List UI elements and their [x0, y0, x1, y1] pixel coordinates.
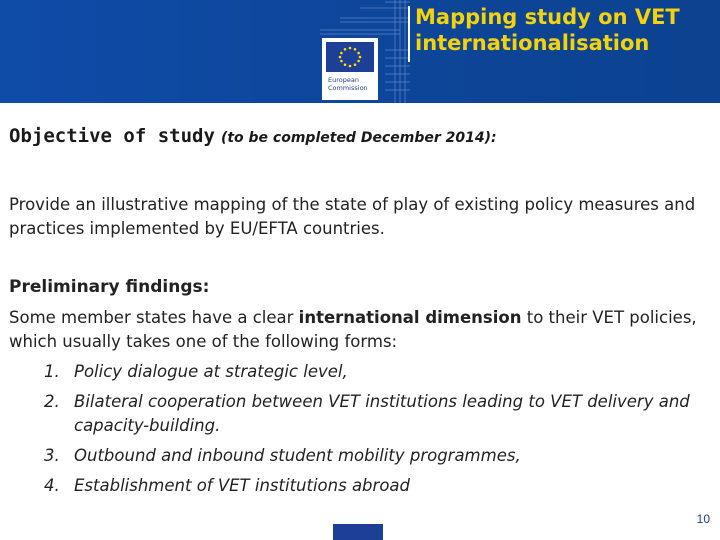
list-item	[44, 444, 714, 468]
study-description: Provide an illustrative mapping of the state of play of existing policy measures and practices implemented by EU/EFTA countries.	[9, 195, 696, 238]
list-item	[44, 474, 714, 498]
slide-title-line1: Mapping study on VET	[415, 5, 680, 29]
title-divider	[408, 6, 410, 62]
eu-flag-icon	[326, 42, 374, 72]
slide-title-line2: internationalisation	[415, 31, 650, 55]
page-number: 10	[696, 512, 710, 526]
objective-heading	[9, 124, 714, 150]
logo-text-line2: Commission	[328, 84, 368, 92]
list-item-number: 3.	[44, 446, 60, 465]
list-item-number: 1.	[44, 362, 60, 381]
header-band	[0, 0, 720, 103]
list-item-text: Establishment of VET institutions abroad	[74, 476, 410, 495]
list-item-text: Bilateral cooperation between VET institutions leading to VET delivery and capacity-building.	[74, 392, 690, 435]
findings-intro	[9, 306, 714, 354]
european-commission-logo	[322, 38, 378, 100]
list-item	[44, 360, 714, 384]
list-item-text: Outbound and inbound student mobility programmes,	[74, 446, 521, 465]
objective-lead: Objective of study	[9, 125, 215, 147]
list-item	[44, 390, 714, 438]
findings-intro-emphasis: international dimension	[298, 308, 522, 327]
footer-bar	[333, 524, 383, 540]
list-item-number: 4.	[44, 476, 60, 495]
forms-list	[44, 360, 714, 504]
list-item-text: Policy dialogue at strategic level,	[74, 362, 348, 381]
findings-intro-start: Some member states have a clear	[9, 308, 299, 327]
findings-heading: Preliminary findings:	[9, 277, 210, 297]
slide-title	[415, 4, 715, 56]
logo-text-line1: European	[328, 76, 359, 84]
findings-intro-end: to their VET policies, which usually takes one of the following forms:	[9, 308, 697, 351]
list-item-number: 2.	[44, 392, 60, 411]
objective-note: (to be completed December 2014):	[220, 130, 497, 146]
